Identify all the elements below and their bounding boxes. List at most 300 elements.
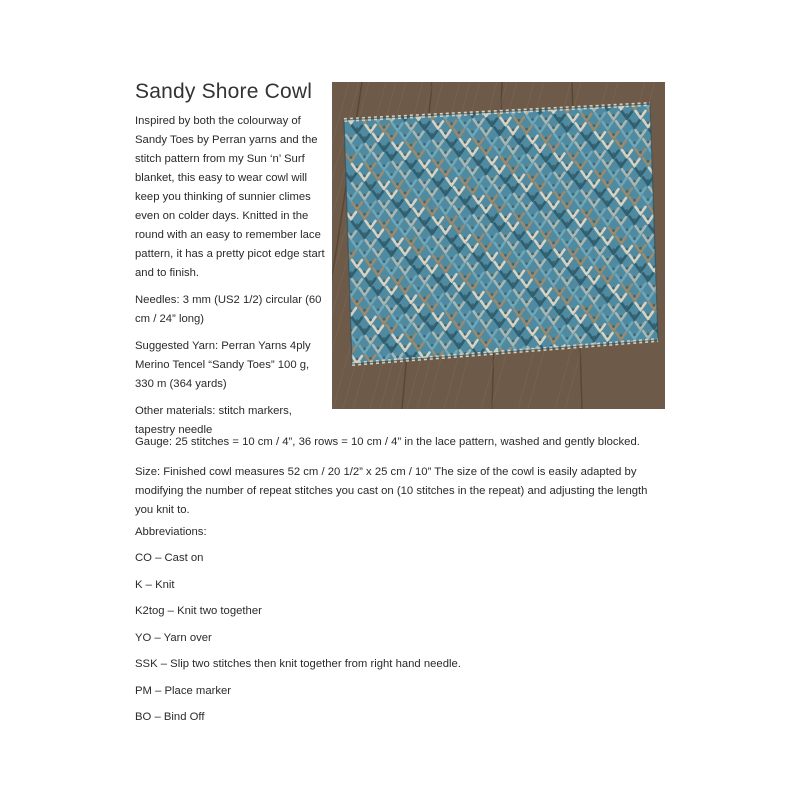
eyelet-hole xyxy=(464,122,467,125)
eyelet-hole xyxy=(363,136,366,139)
eyelet-hole xyxy=(585,192,588,195)
eyelet-hole xyxy=(417,133,420,136)
eyelet-hole xyxy=(620,296,623,299)
eyelet-hole xyxy=(471,265,474,268)
eyelet-hole xyxy=(498,168,501,171)
eyelet-hole xyxy=(450,218,453,221)
eyelet-hole xyxy=(491,293,494,296)
eyelet-hole xyxy=(383,337,386,340)
eyelet-hole xyxy=(566,241,569,244)
eyelet-hole xyxy=(410,220,413,223)
eyelet-hole xyxy=(558,117,561,120)
eyelet-hole xyxy=(404,288,407,291)
eyelet-hole xyxy=(518,234,521,237)
eyelet-hole xyxy=(477,198,480,201)
eyelet-hole xyxy=(572,308,575,311)
eyelet-hole xyxy=(606,239,609,242)
eyelet-hole xyxy=(599,287,602,290)
eyelet-hole xyxy=(423,143,426,146)
eyelet-hole xyxy=(458,208,461,211)
eyelet-hole xyxy=(606,124,609,127)
eyelet-hole xyxy=(572,250,575,253)
eyelet-hole xyxy=(410,240,413,243)
eyelet-hole xyxy=(383,260,386,263)
eyelet-hole xyxy=(620,334,623,337)
eyelet-hole xyxy=(647,237,650,240)
eyelet-hole xyxy=(639,170,642,173)
eyelet-hole xyxy=(356,358,359,361)
abbreviation-item: K2tog – Knit two together xyxy=(135,605,262,617)
eyelet-hole xyxy=(593,124,596,127)
eyelet-hole xyxy=(423,297,426,300)
eyelet-hole xyxy=(450,199,453,202)
eyelet-hole xyxy=(404,230,407,233)
eyelet-hole xyxy=(593,259,596,262)
eyelet-hole xyxy=(404,172,407,175)
eyelet-hole xyxy=(396,356,399,359)
eyelet-hole xyxy=(512,282,515,285)
eyelet-hole xyxy=(498,283,501,286)
eyelet-hole xyxy=(437,315,440,318)
eyelet-hole xyxy=(437,257,440,260)
eyelet-hole xyxy=(417,325,420,328)
eyelet-hole xyxy=(512,224,515,227)
eyelet-hole xyxy=(417,268,420,271)
eyelet-hole xyxy=(531,253,534,256)
eyelet-hole xyxy=(525,262,528,265)
eyelet-hole xyxy=(356,338,359,341)
eyelet-hole xyxy=(444,247,447,250)
eyelet-hole xyxy=(504,139,507,142)
eyelet-hole xyxy=(444,228,447,231)
eyelet-hole xyxy=(410,336,413,339)
eyelet-hole xyxy=(612,229,615,232)
eyelet-hole xyxy=(599,211,602,214)
eyelet-hole xyxy=(498,187,501,190)
eyelet-hole xyxy=(639,113,642,116)
eyelet-hole xyxy=(396,183,399,186)
eyelet-hole xyxy=(477,121,480,124)
eyelet-hole xyxy=(377,347,380,350)
eyelet-hole xyxy=(647,121,650,124)
knitted-cowl-image xyxy=(332,82,665,409)
eyelet-hole xyxy=(599,326,602,329)
eyelet-hole xyxy=(539,185,542,188)
eyelet-hole xyxy=(423,258,426,261)
eyelet-hole xyxy=(606,200,609,203)
eyelet-hole xyxy=(471,188,474,191)
eyelet-hole xyxy=(350,233,353,236)
eyelet-hole xyxy=(356,223,359,226)
eyelet-hole xyxy=(410,163,413,166)
eyelet-hole xyxy=(477,313,480,316)
eyelet-hole xyxy=(458,170,461,173)
eyelet-hole xyxy=(620,257,623,260)
eyelet-hole xyxy=(512,320,515,323)
eyelet-hole xyxy=(639,266,642,269)
eyelet-hole xyxy=(612,268,615,271)
eyelet-hole xyxy=(464,218,467,221)
eyelet-hole xyxy=(363,271,366,274)
eyelet-hole xyxy=(464,237,467,240)
eyelet-hole xyxy=(518,292,521,295)
eyelet-hole xyxy=(579,240,582,243)
eyelet-hole xyxy=(539,127,542,130)
eyelet-hole xyxy=(599,134,602,137)
eyelet-hole xyxy=(369,146,372,149)
eyelet-hole xyxy=(531,157,534,160)
eyelet-hole xyxy=(404,249,407,252)
eyelet-hole xyxy=(423,239,426,242)
eyelet-hole xyxy=(410,259,413,262)
eyelet-hole xyxy=(356,242,359,245)
eyelet-hole xyxy=(464,256,467,259)
eyelet-hole xyxy=(633,257,636,260)
eyelet-hole xyxy=(606,277,609,280)
eyelet-hole xyxy=(639,228,642,231)
eyelet-hole xyxy=(633,333,636,336)
eyelet-hole xyxy=(525,320,528,323)
eyelet-hole xyxy=(639,305,642,308)
eyelet-hole xyxy=(566,126,569,129)
eyelet-hole xyxy=(647,198,650,201)
eyelet-hole xyxy=(369,319,372,322)
eyelet-hole xyxy=(369,338,372,341)
eyelet-hole xyxy=(350,156,353,159)
eyelet-hole xyxy=(620,123,623,126)
eyelet-hole xyxy=(450,122,453,125)
eyelet-hole xyxy=(525,339,528,342)
eyelet-hole xyxy=(531,176,534,179)
eyelet-hole xyxy=(410,278,413,281)
eyelet-hole xyxy=(458,266,461,269)
eyelet-hole xyxy=(626,248,629,251)
eyelet-hole xyxy=(423,181,426,184)
eyelet-hole xyxy=(612,172,615,175)
eyelet-hole xyxy=(350,214,353,217)
eyelet-hole xyxy=(620,219,623,222)
eyelet-hole xyxy=(485,187,488,190)
cowl-photo xyxy=(332,82,665,409)
eyelet-hole xyxy=(579,336,582,339)
eyelet-hole xyxy=(572,327,575,330)
eyelet-hole xyxy=(593,297,596,300)
eyelet-hole xyxy=(566,222,569,225)
eyelet-hole xyxy=(356,300,359,303)
eyelet-hole xyxy=(504,312,507,315)
abbreviations-list xyxy=(135,549,665,735)
eyelet-hole xyxy=(363,290,366,293)
eyelet-hole xyxy=(464,294,467,297)
eyelet-hole xyxy=(498,129,501,132)
eyelet-hole xyxy=(620,238,623,241)
eyelet-hole xyxy=(552,126,555,129)
eyelet-hole xyxy=(369,165,372,168)
eyelet-hole xyxy=(545,271,548,274)
eyelet-hole xyxy=(404,134,407,137)
eyelet-hole xyxy=(437,181,440,184)
eyelet-hole xyxy=(566,183,569,186)
eyelet-hole xyxy=(458,189,461,192)
eyelet-hole xyxy=(545,309,548,312)
eyelet-hole xyxy=(404,211,407,214)
eyelet-hole xyxy=(444,190,447,193)
eyelet-hole xyxy=(471,342,474,345)
eyelet-hole xyxy=(431,133,434,136)
eyelet-hole xyxy=(396,144,399,147)
eyelet-hole xyxy=(431,286,434,289)
eyelet-hole xyxy=(512,128,515,131)
eyelet-hole xyxy=(383,299,386,302)
eyelet-hole xyxy=(390,154,393,157)
eyelet-hole xyxy=(639,209,642,212)
eyelet-hole xyxy=(512,148,515,151)
eyelet-hole xyxy=(626,132,629,135)
eyelet-hole xyxy=(572,154,575,157)
eyelet-hole xyxy=(363,251,366,254)
eyelet-hole xyxy=(552,203,555,206)
eyelet-hole xyxy=(369,203,372,206)
eyelet-hole xyxy=(498,244,501,247)
eyelet-hole xyxy=(518,215,521,218)
eyelet-hole xyxy=(491,139,494,142)
eyelet-hole xyxy=(404,307,407,310)
eyelet-hole xyxy=(512,205,515,208)
eyelet-hole xyxy=(491,312,494,315)
eyelet-hole xyxy=(599,191,602,194)
eyelet-hole xyxy=(620,200,623,203)
eyelet-hole xyxy=(458,304,461,307)
eyelet-hole xyxy=(404,268,407,271)
eyelet-hole xyxy=(485,149,488,152)
eyelet-hole xyxy=(531,329,534,332)
eyelet-hole xyxy=(585,288,588,291)
eyelet-hole xyxy=(450,142,453,145)
eyelet-hole xyxy=(593,143,596,146)
eyelet-hole xyxy=(633,218,636,221)
eyelet-hole xyxy=(410,124,413,127)
eyelet-hole xyxy=(647,294,650,297)
eyelet-hole xyxy=(525,166,528,169)
eyelet-hole xyxy=(518,138,521,141)
eyelet-hole xyxy=(444,343,447,346)
eyelet-hole xyxy=(552,280,555,283)
eyelet-hole xyxy=(477,275,480,278)
eyelet-hole xyxy=(477,294,480,297)
eyelet-hole xyxy=(552,338,555,341)
eyelet-hole xyxy=(599,153,602,156)
eyelet-hole xyxy=(498,340,501,343)
eyelet-hole xyxy=(518,253,521,256)
eyelet-hole xyxy=(377,308,380,311)
eyelet-hole xyxy=(350,175,353,178)
eyelet-hole xyxy=(525,281,528,284)
eyelet-hole xyxy=(396,202,399,205)
eyelet-hole xyxy=(437,277,440,280)
eyelet-hole xyxy=(653,285,656,288)
eyelet-hole xyxy=(545,252,548,255)
eyelet-hole xyxy=(525,301,528,304)
eyelet-hole xyxy=(377,135,380,138)
abbreviation-item: PM – Place marker xyxy=(135,684,232,697)
eyelet-hole xyxy=(525,128,528,131)
eyelet-hole xyxy=(471,207,474,210)
eyelet-hole xyxy=(396,260,399,263)
eyelet-hole xyxy=(558,270,561,273)
eyelet-hole xyxy=(356,166,359,169)
eyelet-hole xyxy=(471,303,474,306)
eyelet-hole xyxy=(444,170,447,173)
eyelet-hole xyxy=(383,164,386,167)
eyelet-hole xyxy=(633,141,636,144)
eyelet-hole xyxy=(593,316,596,319)
eyelet-hole xyxy=(404,345,407,348)
eyelet-hole xyxy=(369,261,372,264)
eyelet-hole xyxy=(633,276,636,279)
eyelet-hole xyxy=(471,284,474,287)
eyelet-hole xyxy=(410,316,413,319)
eyelet-hole xyxy=(417,306,420,309)
eyelet-hole xyxy=(498,225,501,228)
eyelet-hole xyxy=(458,150,461,153)
eyelet-hole xyxy=(612,210,615,213)
eyelet-hole xyxy=(491,197,494,200)
eyelet-hole xyxy=(606,143,609,146)
eyelet-hole xyxy=(390,288,393,291)
eyelet-hole xyxy=(531,214,534,217)
eyelet-hole xyxy=(585,154,588,157)
eyelet-hole xyxy=(518,272,521,275)
eyelet-hole xyxy=(539,281,542,284)
eyelet-hole xyxy=(558,232,561,235)
eyelet-hole xyxy=(647,160,650,163)
eyelet-hole xyxy=(612,306,615,309)
eyelet-hole xyxy=(363,175,366,178)
eyelet-hole xyxy=(471,246,474,249)
eyelet-hole xyxy=(431,248,434,251)
eyelet-hole xyxy=(539,204,542,207)
eyelet-hole xyxy=(626,324,629,327)
eyelet-hole xyxy=(512,263,515,266)
eyelet-hole xyxy=(585,269,588,272)
eyelet-hole xyxy=(369,280,372,283)
eyelet-hole xyxy=(491,255,494,258)
eyelet-hole xyxy=(531,310,534,313)
eyelet-hole xyxy=(450,276,453,279)
eyelet-hole xyxy=(464,275,467,278)
eyelet-hole xyxy=(579,298,582,301)
eyelet-hole xyxy=(464,198,467,201)
eyelet-hole xyxy=(545,233,548,236)
eyelet-hole xyxy=(383,145,386,148)
eyelet-hole xyxy=(383,203,386,206)
eyelet-hole xyxy=(491,331,494,334)
eyelet-hole xyxy=(593,201,596,204)
eyelet-hole xyxy=(647,275,650,278)
eyelet-hole xyxy=(431,305,434,308)
eyelet-hole xyxy=(504,177,507,180)
eyelet-hole xyxy=(369,299,372,302)
eyelet-hole xyxy=(612,191,615,194)
eyelet-hole xyxy=(450,334,453,337)
eyelet-hole xyxy=(491,120,494,123)
eyelet-hole xyxy=(639,151,642,154)
eyelet-hole xyxy=(504,292,507,295)
eyelet-hole xyxy=(491,178,494,181)
eyelet-hole xyxy=(593,182,596,185)
eyelet-hole xyxy=(444,151,447,154)
eyelet-hole xyxy=(377,174,380,177)
eyelet-hole xyxy=(566,145,569,148)
eyelet-hole xyxy=(437,123,440,126)
eyelet-hole xyxy=(437,238,440,241)
eyelet-hole xyxy=(599,115,602,118)
eyelet-hole xyxy=(579,163,582,166)
eyelet-hole xyxy=(545,117,548,120)
eyelet-hole xyxy=(417,287,420,290)
page-title: Sandy Shore Cowl xyxy=(135,80,313,103)
eyelet-hole xyxy=(647,333,650,336)
eyelet-hole xyxy=(639,189,642,192)
eyelet-hole xyxy=(477,140,480,143)
eyelet-hole xyxy=(423,277,426,280)
eyelet-hole xyxy=(626,113,629,116)
eyelet-hole xyxy=(572,174,575,177)
eyelet-hole xyxy=(498,321,501,324)
eyelet-hole xyxy=(377,289,380,292)
eyelet-hole xyxy=(572,193,575,196)
eyelet-hole xyxy=(566,337,569,340)
eyelet-hole xyxy=(423,316,426,319)
eyelet-hole xyxy=(485,245,488,248)
eyelet-hole xyxy=(626,228,629,231)
eyelet-hole xyxy=(620,276,623,279)
eyelet-hole xyxy=(558,136,561,139)
eyelet-hole xyxy=(504,216,507,219)
eyelet-hole xyxy=(579,202,582,205)
eyelet-hole xyxy=(444,209,447,212)
eyelet-hole xyxy=(491,274,494,277)
eyelet-hole xyxy=(363,155,366,158)
eyelet-hole xyxy=(350,194,353,197)
eyelet-hole xyxy=(525,185,528,188)
eyelet-hole xyxy=(477,255,480,258)
eyelet-hole xyxy=(539,338,542,341)
eyelet-hole xyxy=(585,231,588,234)
eyelet-hole xyxy=(545,156,548,159)
eyelet-hole xyxy=(585,115,588,118)
eyelet-hole xyxy=(390,212,393,215)
eyelet-hole xyxy=(518,119,521,122)
eyelet-hole xyxy=(477,179,480,182)
eyelet-hole xyxy=(485,303,488,306)
eyelet-hole xyxy=(485,322,488,325)
eyelet-hole xyxy=(579,183,582,186)
eyelet-hole xyxy=(450,257,453,260)
eyelet-hole xyxy=(552,261,555,264)
eyelet-hole xyxy=(566,298,569,301)
eyelet-hole xyxy=(512,301,515,304)
eyelet-hole xyxy=(558,155,561,158)
eyelet-hole xyxy=(369,184,372,187)
eyelet-hole xyxy=(531,233,534,236)
eyelet-hole xyxy=(579,221,582,224)
eyelet-hole xyxy=(377,212,380,215)
eyelet-hole xyxy=(485,264,488,267)
eyelet-hole xyxy=(558,213,561,216)
eyelet-hole xyxy=(390,327,393,330)
eyelet-hole xyxy=(633,314,636,317)
